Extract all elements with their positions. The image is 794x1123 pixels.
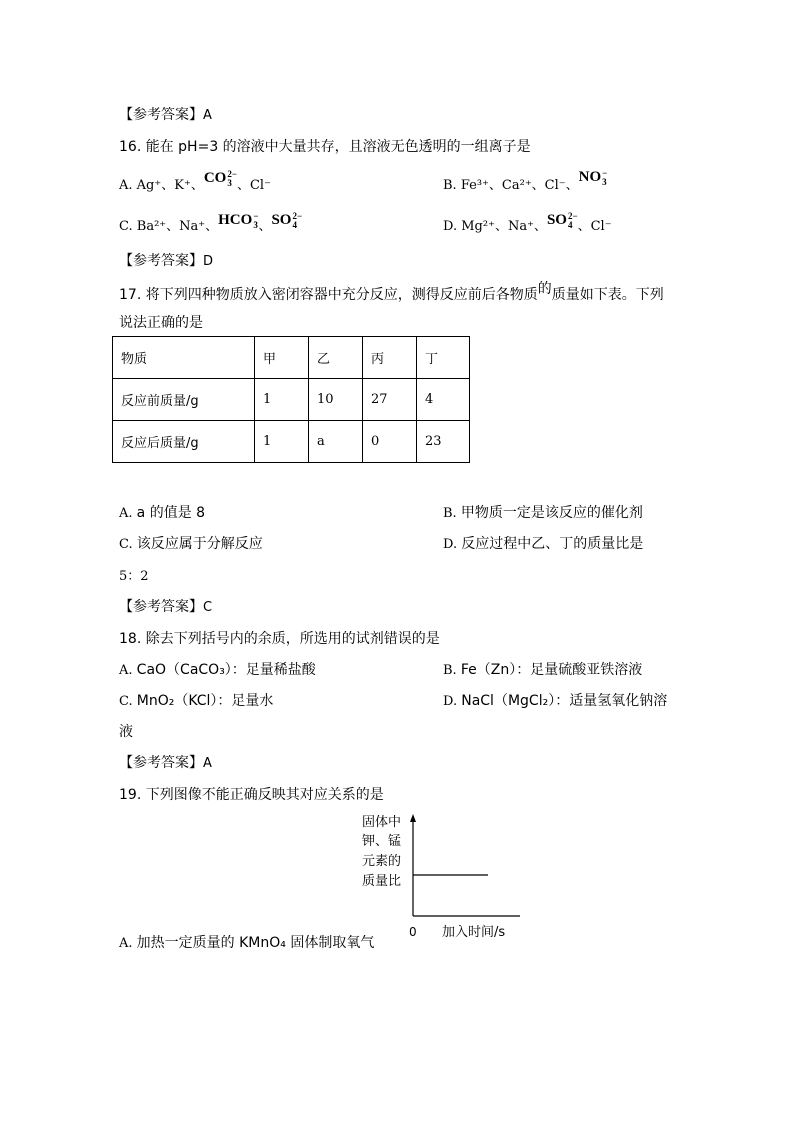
table-header-row — [113, 337, 470, 379]
q17-data-table — [112, 336, 470, 463]
q18-option-d-continued: 液 — [119, 724, 133, 740]
graph-ylabel-line: 钾、锰 — [362, 834, 402, 849]
table-cell: 物质 — [113, 337, 255, 379]
graph-xlabel: 加入时间/s — [442, 925, 506, 940]
q17-option-b: B. 甲物质一定是该反应的催化剂 — [443, 505, 643, 521]
table-cell: a — [309, 421, 363, 463]
q16-option-d: D. Mg²⁺、Na⁺、SO 2− 4 、Cl⁻ — [443, 210, 612, 234]
q17-option-c: C. 该反应属于分解反应 — [119, 536, 263, 552]
table-row — [113, 421, 470, 463]
table-cell: 4 — [417, 379, 470, 421]
table-cell: 乙 — [309, 337, 363, 379]
q16-stem: 16. 能在 pH=3 的溶液中大量共存，且溶液无色透明的一组离子是 — [119, 139, 531, 155]
graph-ylabel-line: 质量比 — [362, 874, 402, 889]
q19-stem: 19. 下列图像不能正确反映其对应关系的是 — [119, 787, 384, 803]
q19-graph — [360, 812, 520, 942]
table-cell: 23 — [417, 421, 470, 463]
table-cell: 1 — [255, 421, 309, 463]
table-cell: 反应后质量/g — [113, 421, 255, 463]
graph-ylabel-line: 元素的 — [362, 854, 402, 869]
table-cell: 27 — [363, 379, 417, 421]
q17-option-d: D. 反应过程中乙、丁的质量比是 — [443, 536, 644, 552]
table-cell: 丙 — [363, 337, 417, 379]
q18-option-c: C. MnO₂（KCl）：足量水 — [119, 693, 274, 709]
q15-answer: 【参考答案】A — [119, 107, 212, 123]
graph-ylabel-line: 固体中 — [362, 815, 402, 830]
q17-stem-line1: 17. 将下列四种物质放入密闭容器中充分反应，测得反应前后各物质的质量如下表。下列 — [119, 281, 664, 303]
table-cell: 1 — [255, 379, 309, 421]
q16-option-a: A. Ag⁺、K⁺、CO 2− 3 、Cl⁻ — [119, 168, 271, 193]
q18-answer: 【参考答案】A — [119, 755, 212, 771]
q16-option-b: B. Fe³⁺、Ca²⁺、Cl⁻、NO − 3 — [443, 167, 608, 193]
q17-option-a: A. a 的值是 8 — [119, 505, 206, 521]
q17-answer: 【参考答案】C — [119, 599, 213, 615]
q16-answer: 【参考答案】D — [119, 253, 214, 269]
table-cell: 反应前质量/g — [113, 379, 255, 421]
table-cell: 丁 — [417, 337, 470, 379]
table-row — [113, 379, 470, 421]
graph-origin-label: 0 — [409, 925, 417, 939]
q18-option-a: A. CaO（CaCO₃）：足量稀盐酸 — [119, 662, 316, 678]
q19-option-a: A. 加热一定质量的 KMnO₄ 固体制取氧气 — [119, 935, 375, 951]
q17-option-d-continued: 5：2 — [119, 569, 149, 584]
table-cell: 10 — [309, 379, 363, 421]
q18-option-d: D. NaCl（MgCl₂）：适量氢氧化钠溶 — [443, 693, 668, 709]
table-cell: 0 — [363, 421, 417, 463]
q18-option-b: B. Fe（Zn）：足量硫酸亚铁溶液 — [443, 662, 643, 678]
q17-stem-line2: 说法正确的是 — [119, 315, 203, 331]
q16-option-c: C. Ba²⁺、Na⁺、HCO − 3 、SO 2− 4 — [119, 210, 303, 234]
q18-stem: 18. 除去下列括号内的余质，所选用的试剂错误的是 — [119, 631, 440, 647]
table-cell: 甲 — [255, 337, 309, 379]
graph-y-arrow — [410, 814, 416, 822]
